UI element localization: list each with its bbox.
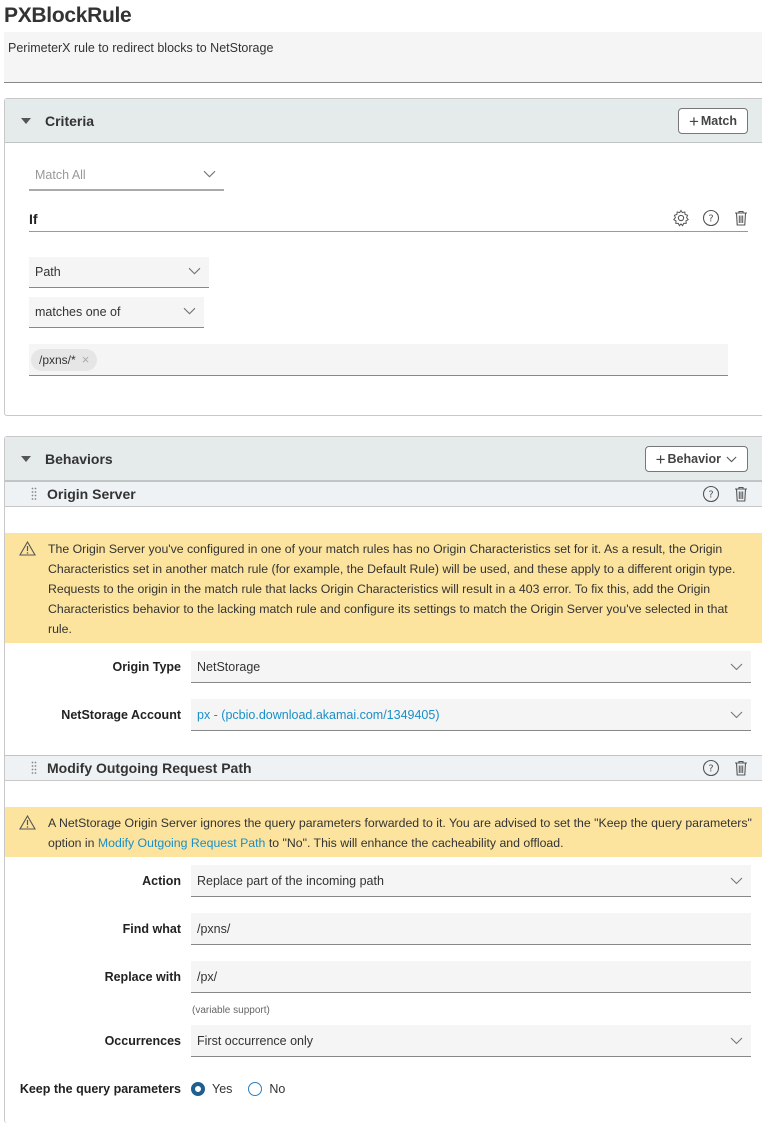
warning-icon [19, 541, 36, 556]
help-icon[interactable] [702, 759, 720, 777]
behaviors-title: Behaviors [45, 450, 113, 467]
criteria-header[interactable] [5, 99, 762, 143]
radio-no-label: No [269, 1082, 286, 1096]
find-what-value: /pxns/ [197, 921, 231, 936]
chevron-down-icon [730, 1037, 743, 1045]
gear-icon[interactable] [672, 209, 690, 227]
plus-icon: + [655, 449, 666, 469]
netstorage-account-select[interactable] [191, 699, 751, 731]
netstorage-account-value: px - (pcbio.download.akamai.com/1349405) [197, 707, 440, 722]
origin-type-label: Origin Type [112, 660, 181, 674]
modify-path-header [5, 755, 762, 781]
criteria-panel [4, 98, 762, 416]
occurrences-value: First occurrence only [197, 1033, 314, 1048]
match-mode-value: Match All [35, 168, 86, 182]
occurrences-select[interactable] [191, 1025, 751, 1057]
replace-with-input[interactable] [191, 961, 751, 993]
drag-handle-icon[interactable] [31, 761, 37, 775]
action-value: Replace part of the incoming path [197, 873, 384, 888]
add-match-button[interactable] [678, 108, 748, 134]
match-mode-select[interactable] [29, 161, 224, 191]
drag-handle-icon[interactable] [31, 487, 37, 501]
add-behavior-button[interactable] [645, 446, 748, 472]
page-title: PXBlockRule [4, 4, 132, 27]
origin-server-title: Origin Server [47, 486, 136, 502]
trash-icon[interactable] [732, 759, 750, 777]
origin-type-value: NetStorage [197, 659, 261, 674]
behaviors-header[interactable] [5, 437, 762, 481]
origin-server-header [5, 481, 762, 507]
modify-path-link[interactable]: Modify Outgoing Request Path [97, 836, 266, 850]
radio-yes[interactable] [191, 1082, 232, 1096]
keep-query-radio-group [191, 1082, 285, 1096]
origin-characteristics-warning [5, 533, 762, 643]
chevron-down-icon [730, 663, 743, 671]
chevron-down-icon [188, 267, 201, 275]
if-row [29, 205, 748, 232]
help-icon[interactable] [702, 485, 720, 503]
action-label: Action [142, 874, 181, 888]
help-icon[interactable] [702, 209, 720, 227]
chevron-down-icon [730, 711, 743, 719]
replace-with-label: Replace with [104, 970, 181, 984]
query-parameters-warning [5, 807, 762, 857]
modify-path-title: Modify Outgoing Request Path [47, 760, 252, 776]
replace-with-value: /px/ [197, 969, 218, 984]
value-tag [31, 349, 97, 371]
warning-text-before: A NetStorage Origin Server ignores the query parameters forwarded to it. You are advised to set the "Keep the query parameters" option in [48, 816, 752, 850]
chevron-down-icon [726, 452, 737, 466]
trash-icon[interactable] [732, 485, 750, 503]
collapse-caret-icon[interactable] [21, 118, 31, 124]
netstorage-account-label: NetStorage Account [61, 708, 181, 722]
origin-type-select[interactable] [191, 651, 751, 683]
add-match-label: Match [700, 114, 737, 128]
condition-values-input[interactable] [29, 344, 728, 376]
remove-tag-icon[interactable]: × [81, 352, 90, 367]
chevron-down-icon [183, 307, 196, 315]
warning-text-after: to "No". This will enhance the cacheability and offload. [265, 836, 564, 850]
value-tag-label: /pxns/* [39, 352, 76, 367]
radio-no[interactable] [248, 1082, 285, 1096]
trash-icon[interactable] [732, 209, 750, 227]
keep-query-label: Keep the query parameters [19, 1082, 181, 1096]
chevron-down-icon [730, 877, 743, 885]
find-what-input[interactable] [191, 913, 751, 945]
chevron-down-icon [203, 170, 216, 178]
collapse-caret-icon[interactable] [21, 456, 31, 462]
if-label: If [29, 211, 38, 227]
criteria-title: Criteria [45, 112, 95, 129]
action-select[interactable] [191, 865, 751, 897]
behaviors-panel [4, 436, 762, 1123]
condition-field-select[interactable] [29, 257, 209, 288]
condition-operator-value: matches one of [35, 305, 121, 319]
find-what-label: Find what [122, 922, 181, 936]
rule-description[interactable] [4, 32, 762, 83]
radio-yes-label: Yes [212, 1082, 233, 1096]
variable-support-hint: (variable support) [192, 1005, 270, 1016]
radio-no-unselected-icon[interactable] [248, 1082, 262, 1096]
radio-yes-selected-icon[interactable] [191, 1082, 205, 1096]
condition-operator-select[interactable] [29, 297, 204, 328]
add-behavior-label: Behavior [667, 452, 721, 466]
condition-field-value: Path [35, 265, 61, 279]
warning-icon [19, 815, 36, 830]
plus-icon: + [688, 111, 699, 131]
warning-text: The Origin Server you've configured in one of your match rules has no Origin Characteristics set for it. As a result, the Origin Characteristics set in another match rule (for example, the Default Rule) will be used, and these apply to a different origin type. Requests to the origin in the match rule that lacks Origin Characteristics will result in a 403 error. To fix this, add the Origin Characteristics behavior to the lacking match rule and configure its settings to match the Origin Server you've selected in that rule. [48, 542, 736, 636]
occurrences-label: Occurrences [104, 1034, 181, 1048]
rule-description-text: PerimeterX rule to redirect blocks to NetStorage [8, 41, 274, 55]
